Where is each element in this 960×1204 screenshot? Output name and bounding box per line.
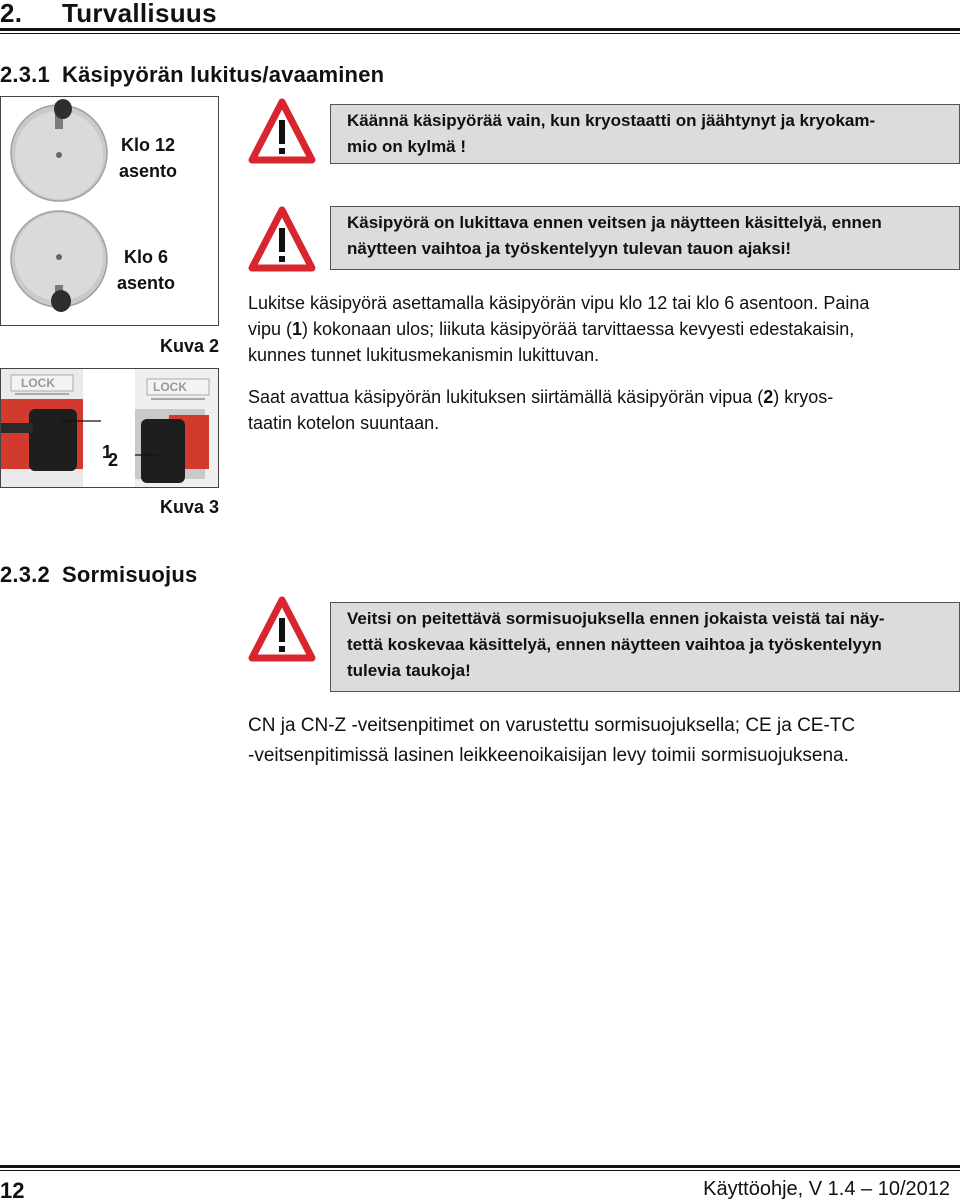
label-6-line2: asento — [116, 273, 176, 293]
paragraph-unlock-instructions — [248, 384, 960, 436]
warning-triangle-icon — [248, 206, 316, 272]
section-title: Turvallisuus — [62, 0, 217, 28]
section-heading — [0, 0, 217, 29]
figure-2-caption: Kuva 2 — [160, 336, 220, 356]
para2-line1-post: ) kryos- — [773, 387, 834, 407]
warning3-line2: tettä koskevaa käsittelyä, ennen näytteen vaihtoa ja työskentelyyn — [347, 635, 882, 654]
warning2-line2: näytteen vaihtoa ja työskentelyyn tulevan tauon ajaksi! — [347, 239, 792, 258]
subsection2-title: Sormisuojus — [62, 562, 198, 587]
subsection-title: Käsipyörän lukitus/avaaminen — [62, 62, 385, 87]
para1-line3: kunnes tunnet lukitusmekanismin lukittuvan. — [248, 345, 600, 365]
para1-line2-post: ) kokonaan ulos; liikuta käsipyörää tarvittaessa kevyesti edestakaisin, — [302, 319, 855, 339]
para3-line1: CN ja CN-Z -veitsenpitimet on varustettu sormisuojuksella; CE ja CE-TC — [248, 715, 856, 736]
warning1-line1: Käännä käsipyörää vain, kun kryostaatti on jäähtynyt ja kryokam- — [347, 111, 876, 130]
para3-line2: -veitsenpitimissä lasinen leikkeenoikaisijan levy toimii sormisuojuksena. — [248, 745, 849, 766]
header-rule-thin — [0, 33, 960, 34]
lock-text-left: LOCK — [21, 376, 55, 390]
warning2-line1: Käsipyörä on lukittava ennen veitsen ja näytteen käsittelyä, ennen — [347, 213, 882, 232]
warning-box-lock-handwheel — [330, 206, 960, 270]
para2-callout-num: 2 — [763, 387, 774, 407]
footer-rule-thin — [0, 1170, 960, 1171]
para2-line2: taatin kotelon suuntaan. — [248, 413, 440, 433]
callout-2: 2 — [108, 450, 119, 470]
document-version: Käyttöohje, V 1.4 – 10/2012 — [703, 1178, 950, 1200]
warning3-line1: Veitsi on peitettävä sormisuojuksella ennen jokaista veistä tai näy- — [347, 609, 885, 628]
label-6-oclock — [106, 244, 186, 296]
figure-3-caption: Kuva 3 — [160, 497, 220, 517]
warning3-line3: tulevia taukoja! — [347, 661, 471, 680]
warning-box-finger-guard — [330, 602, 960, 692]
subsection-heading-2-3-1 — [0, 62, 384, 88]
label-12-oclock — [108, 132, 188, 184]
label-12-line2: asento — [118, 161, 178, 181]
label-6-line1: Klo 6 — [123, 247, 168, 267]
warning-triangle-icon — [248, 98, 316, 164]
paragraph-finger-guard — [248, 711, 960, 771]
label-12-line1: Klo 12 — [120, 135, 176, 155]
paragraph-lock-instructions — [248, 290, 960, 368]
para2-line1-pre: Saat avattua käsipyörän lukituksen siirtämällä käsipyörän vipua ( — [248, 387, 764, 407]
subsection-heading-2-3-2 — [0, 562, 197, 588]
header-rule — [0, 28, 960, 31]
warning-box-cool-down — [330, 104, 960, 164]
subsection2-number: 2.3.2 — [0, 562, 50, 587]
section-number: 2. — [0, 0, 23, 28]
warning-triangle-icon — [248, 596, 316, 662]
para1-callout-num: 1 — [292, 319, 303, 339]
para1-line2-pre: vipu ( — [248, 319, 293, 339]
subsection-number: 2.3.1 — [0, 62, 50, 87]
para2-line1 — [248, 384, 960, 410]
para1-line2 — [248, 316, 960, 342]
lock-text-right: LOCK — [153, 380, 187, 394]
warning1-line2: mio on kylmä ! — [347, 137, 467, 156]
footer-rule — [0, 1165, 960, 1168]
page-number: 12 — [0, 1178, 25, 1203]
callout-1: 1 — [102, 442, 113, 462]
para1-line1: Lukitse käsipyörä asettamalla käsipyörän vipu klo 12 tai klo 6 asentoon. Paina — [248, 293, 870, 313]
